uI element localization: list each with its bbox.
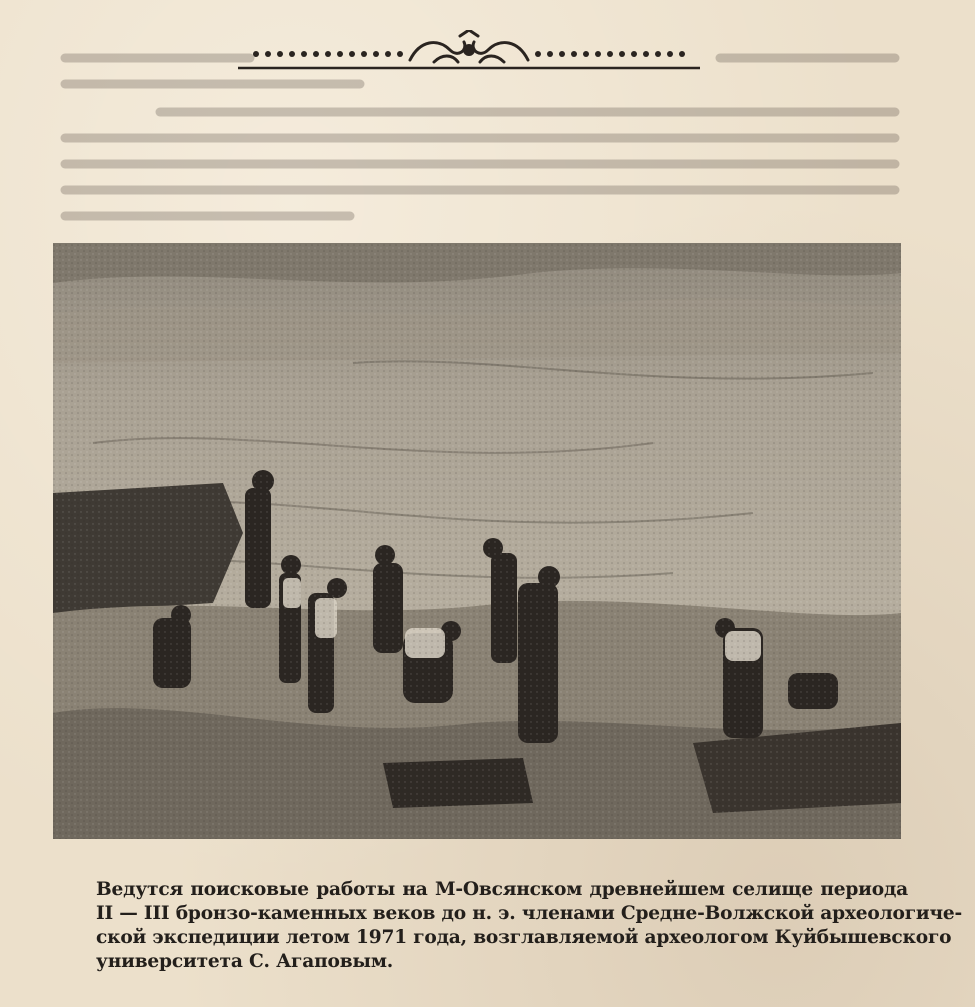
caption-line-4: университета С. Агаповым. [96, 951, 394, 972]
caption-line-3: ской экспедиции летом 1971 года, возглавляемой археологом Куйбышевского [96, 927, 952, 948]
ornament-divider-icon [238, 30, 700, 72]
bleed-lines-icon [60, 44, 900, 234]
bleed-through-texture [60, 44, 900, 241]
archaeology-photo [53, 243, 901, 839]
excavation-photo-icon [53, 243, 901, 839]
caption-line-1: Ведутся поисковые работы на М-Овсянском древнейшем селище периода [96, 879, 908, 900]
caption-line-2: II — III бронзо-каменных веков до н. э. членами Средне-Волжской археологиче- [96, 903, 963, 924]
photo-caption [96, 878, 963, 974]
